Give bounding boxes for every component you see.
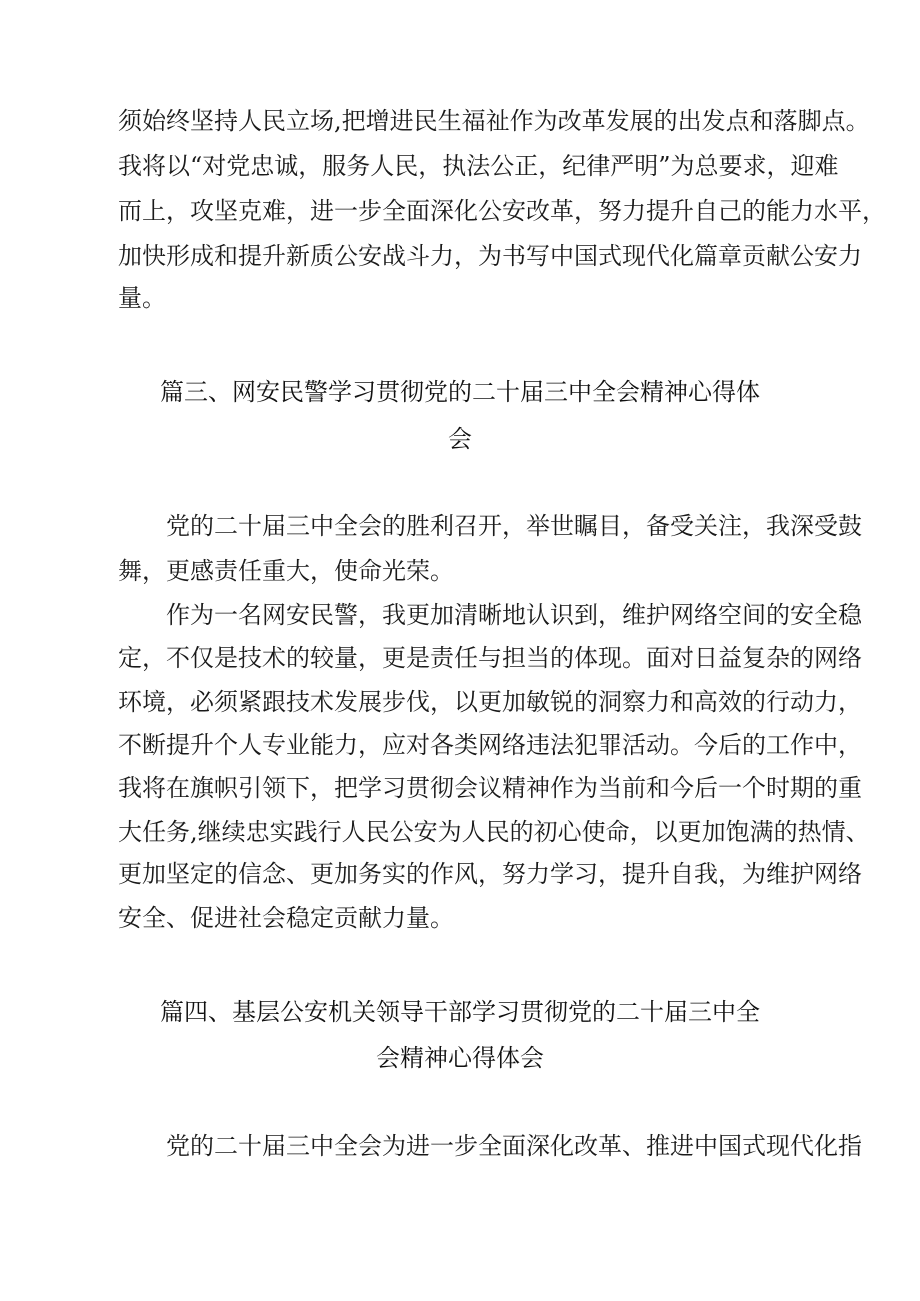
paragraph-line: 我将以“对党忠诚，服务人民，执法公正，纪律严明”为总要求，迎难	[118, 152, 839, 180]
paragraph-line: 党的二十届三中全会为进一步全面深化改革、推进中国式现代化指	[166, 1132, 862, 1160]
section-title: 篇四、基层公安机关领导干部学习贯彻党的二十届三中全	[160, 998, 760, 1026]
paragraph-line: 量。	[118, 284, 166, 312]
paragraph-line: 更加坚定的信念、更加务实的作风，努力学习，提升自我，为维护网络	[118, 860, 862, 888]
paragraph-line: 环境，必须紧跟技术发展步伐，以更加敏锐的洞察力和高效的行动力，	[118, 688, 862, 716]
paragraph-line: 舞，更感责任重大，使命光荣。	[118, 557, 454, 585]
paragraph-line: 定，不仅是技术的较量，更是责任与担当的体现。面对日益复杂的网络	[118, 644, 862, 672]
paragraph-line: 须始终坚持人民立场,把增进民生福祉作为改革发展的出发点和落脚点。	[118, 107, 870, 135]
section-title: 篇三、网安民警学习贯彻党的二十届三中全会精神心得体	[160, 378, 760, 406]
paragraph-line: 作为一名网安民警，我更加清晰地认识到，维护网络空间的安全稳	[166, 601, 862, 629]
paragraph-line: 不断提升个人专业能力，应对各类网络违法犯罪活动。今后的工作中，	[118, 731, 862, 759]
paragraph-line: 大任务,继续忠实践行人民公安为人民的初心使命，以更加饱满的热情、	[118, 818, 870, 846]
paragraph-line: 加快形成和提升新质公安战斗力，为书写中国式现代化篇章贡献公安力	[118, 242, 862, 270]
section-title: 会精神心得体会	[376, 1044, 544, 1072]
paragraph-line: 安全、促进社会稳定贡献力量。	[118, 904, 454, 932]
paragraph-line: 党的二十届三中全会的胜利召开，举世瞩目，备受关注，我深受鼓	[166, 512, 862, 540]
paragraph-line: 我将在旗帜引领下，把学习贯彻会议精神作为当前和今后一个时期的重	[118, 774, 862, 802]
paragraph-line: 而上，攻坚克难，进一步全面深化公安改革，努力提升自己的能力水平，	[118, 197, 886, 225]
section-title: 会	[448, 425, 472, 453]
